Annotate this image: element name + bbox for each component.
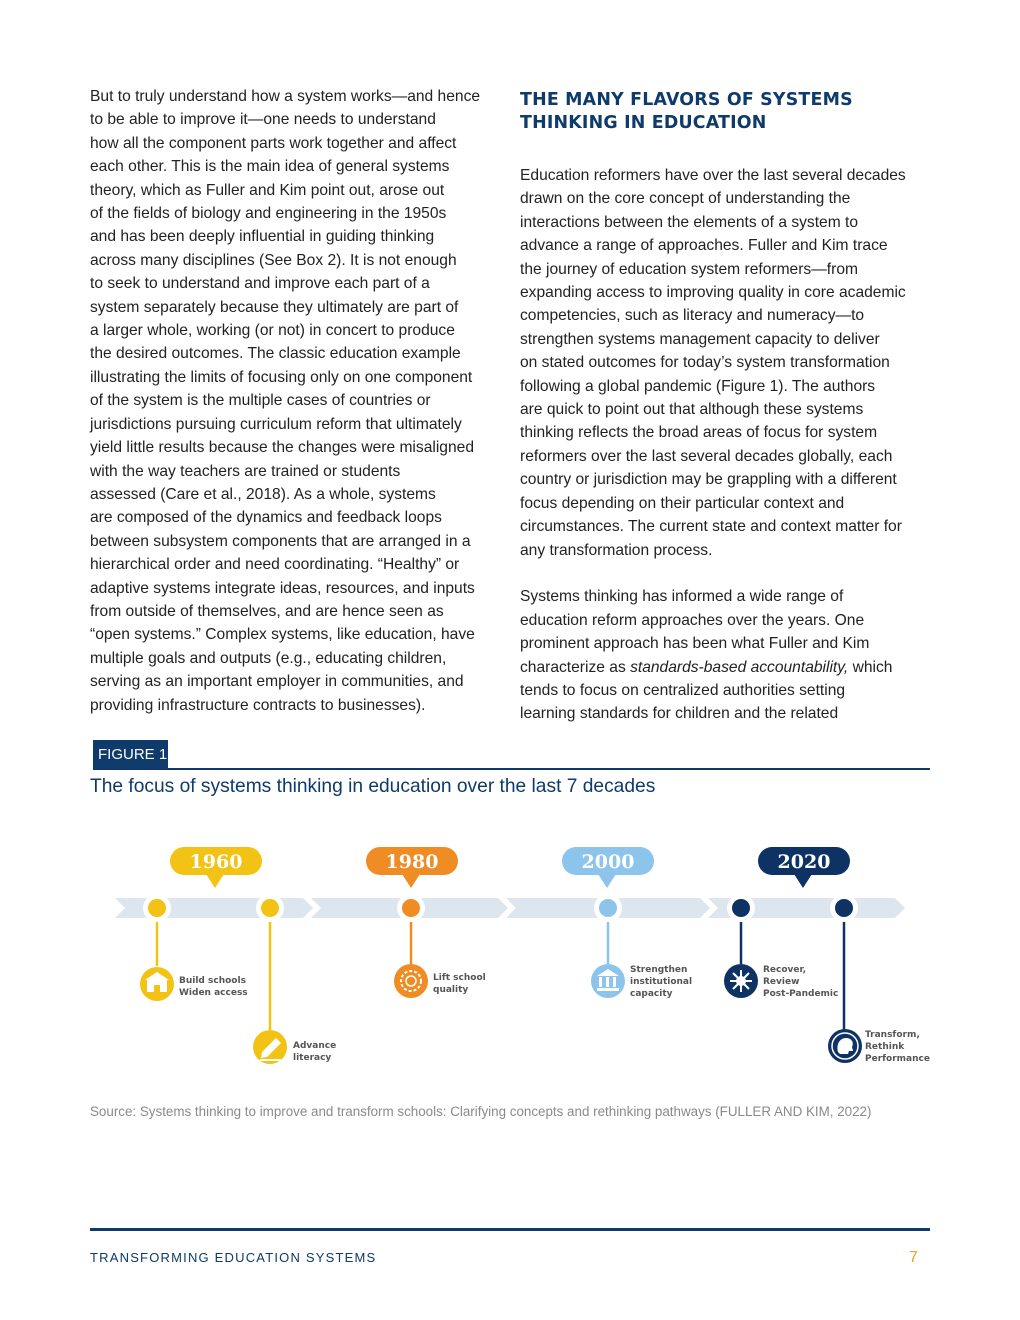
- text-line: on stated outcomes for today’s system transformation: [520, 354, 890, 372]
- text-line: illustrating the limits of focusing only on one component: [90, 368, 473, 386]
- figure-label: FIGURE 1: [93, 740, 168, 769]
- virus-icon: [724, 964, 758, 998]
- milestone-label: capacity: [630, 989, 673, 999]
- text-run: which: [848, 658, 893, 676]
- text-line: country or jurisdiction may be grappling with a different: [520, 471, 897, 489]
- milestone-label: Advance: [293, 1041, 337, 1051]
- page-number: 7: [909, 1249, 918, 1266]
- brain-head-icon: [828, 1029, 862, 1063]
- timeline-dot: [148, 899, 166, 917]
- timeline-dot: [732, 899, 750, 917]
- year-pointer: [598, 874, 616, 888]
- text-line: multiple goals and outputs (e.g., educating children,: [90, 649, 447, 667]
- text-line: the journey of education system reformers—from: [520, 260, 858, 278]
- figure-title: The focus of systems thinking in education over the last 7 decades: [90, 776, 656, 797]
- text-line: how all the component parts work together and affect: [90, 134, 457, 152]
- text-line: any transformation process.: [520, 541, 713, 559]
- text-line: hierarchical order and need coordinating. “Healthy” or: [90, 556, 460, 574]
- text-line: competencies, such as literacy and numeracy—to: [520, 307, 865, 325]
- year-pointer: [794, 874, 812, 888]
- text-line: drawn on the core concept of understanding the: [520, 190, 851, 208]
- text-line: of the system is the multiple cases of countries or: [90, 392, 431, 410]
- text-line: providing infrastructure contracts to businesses).: [90, 696, 426, 714]
- text-line: with the way teachers are trained or students: [90, 462, 401, 480]
- footer-title: TRANSFORMING EDUCATION SYSTEMS: [90, 1250, 377, 1265]
- milestone-label: Recover,: [763, 965, 807, 975]
- timeline-dot: [599, 899, 617, 917]
- text-line: across many disciplines (See Box 2). It is not enough: [90, 251, 457, 269]
- text-line: But to truly understand how a system works—and hence: [90, 88, 481, 105]
- text-line: each other. This is the main idea of general systems: [90, 158, 450, 176]
- text-run: characterize as: [520, 658, 631, 676]
- text-line: assessed (Care et al., 2018). As a whole, systems: [90, 485, 436, 503]
- text-line: theory, which as Fuller and Kim point out, arose out: [90, 181, 445, 199]
- timeline-dot: [835, 899, 853, 917]
- year-pointer: [402, 874, 420, 888]
- year-label: 1980: [385, 851, 439, 873]
- milestone-recover: [724, 964, 838, 999]
- heading-line: THINKING IN EDUCATION: [520, 112, 767, 133]
- milestone-label: Build schools: [179, 976, 246, 986]
- milestone-strengthen-capacity: [591, 964, 692, 999]
- milestone-label: Widen access: [179, 988, 248, 998]
- milestone-build-schools: [140, 967, 248, 1001]
- text-line: following a global pandemic (Figure 1). The authors: [520, 377, 876, 395]
- text-line: between subsystem components that are arranged in a: [90, 532, 471, 550]
- year-marker-1960: [170, 847, 262, 888]
- timeline-dot: [402, 899, 420, 917]
- text-line: education reform approaches over the years. One: [520, 611, 865, 629]
- text-line: jurisdictions pursuing curriculum reform that ultimately: [90, 415, 462, 433]
- milestone-label: Lift school: [433, 973, 486, 983]
- text-line: yield little results because the changes were misaligned: [90, 439, 474, 457]
- text-line: focus depending on their particular context and: [520, 494, 845, 512]
- milestone-label: Transform,: [865, 1030, 920, 1040]
- text-line: to be able to improve it—one needs to understand: [90, 111, 436, 129]
- text-line: serving as an important employer in communities, and: [90, 673, 464, 691]
- year-marker-1980: [366, 847, 458, 888]
- timeline-dot: [261, 899, 279, 917]
- text-line: Systems thinking has informed a wide range of: [520, 588, 844, 606]
- text-line: a larger whole, working (or not) in concert to produce: [90, 322, 455, 340]
- text-line: circumstances. The current state and context matter for: [520, 518, 902, 536]
- milestone-label: institutional: [630, 977, 693, 987]
- milestone-label: literacy: [293, 1053, 332, 1063]
- milestone-label: Review: [763, 977, 800, 987]
- milestone-transform: [828, 1029, 930, 1064]
- heading-line: THE MANY FLAVORS OF SYSTEMS: [520, 90, 853, 110]
- milestone-advance-literacy: [253, 1030, 336, 1064]
- year-label: 2000: [581, 851, 635, 873]
- text-line: tends to focus on centralized authorities setting: [520, 681, 846, 699]
- year-label: 1960: [189, 851, 243, 873]
- institution-icon: [591, 964, 625, 998]
- italic-term: standards-based accountability,: [630, 658, 849, 676]
- milestone-label: Post-Pandemic: [763, 989, 839, 999]
- text-line: “open systems.” Complex systems, like education, have: [90, 626, 475, 644]
- milestone-label: Rethink: [865, 1042, 905, 1052]
- text-line: to seek to understand and improve each part of a: [90, 275, 430, 293]
- timeline-track: [115, 898, 905, 918]
- year-pointer: [206, 874, 224, 888]
- text-line: learning standards for children and the related: [520, 705, 839, 723]
- text-line: expanding access to improving quality in core academic: [520, 284, 906, 302]
- school-building-icon: [140, 967, 174, 1001]
- figure-source: Source: Systems thinking to improve and transform schools: Clarifying concepts and rethinking pathways (FULLER AND KIM, 2022): [90, 1104, 872, 1119]
- year-marker-2020: [758, 847, 850, 888]
- text-line: reformers over the last several decades globally, each: [520, 447, 893, 465]
- text-line: advance a range of approaches. Fuller and Kim trace: [520, 237, 888, 255]
- text-line: thinking reflects the broad areas of focus for system: [520, 424, 878, 442]
- text-line: the desired outcomes. The classic education example: [90, 345, 461, 363]
- milestone-label: Strengthen: [630, 965, 688, 975]
- text-line: system separately because they ultimately are part of: [90, 298, 459, 316]
- text-line: of the fields of biology and engineering in the 1950s: [90, 205, 447, 223]
- text-line: are quick to point out that although these systems: [520, 401, 864, 419]
- text-line: Education reformers have over the last several decades: [520, 167, 906, 184]
- year-marker-2000: [562, 847, 654, 888]
- text-line: adaptive systems integrate ideas, resources, and inputs: [90, 579, 475, 597]
- text-line: and has been deeply influential in guiding thinking: [90, 228, 435, 246]
- text-line: are composed of the dynamics and feedback loops: [90, 509, 442, 527]
- year-label: 2020: [777, 851, 831, 873]
- text-line: interactions between the elements of a system to: [520, 213, 859, 231]
- text-line: from outside of themselves, and are hence seen as: [90, 602, 444, 620]
- footer-divider: [90, 1228, 930, 1231]
- text-line: prominent approach has been what Fuller and Kim: [520, 635, 870, 653]
- milestone-label: Performance: [865, 1054, 930, 1064]
- milestone-lift-quality: [394, 964, 486, 998]
- pencil-book-icon: [253, 1030, 287, 1064]
- quality-seal-icon: [394, 964, 428, 998]
- milestone-label: quality: [433, 985, 469, 995]
- text-line: strengthen systems management capacity to deliver: [520, 330, 880, 348]
